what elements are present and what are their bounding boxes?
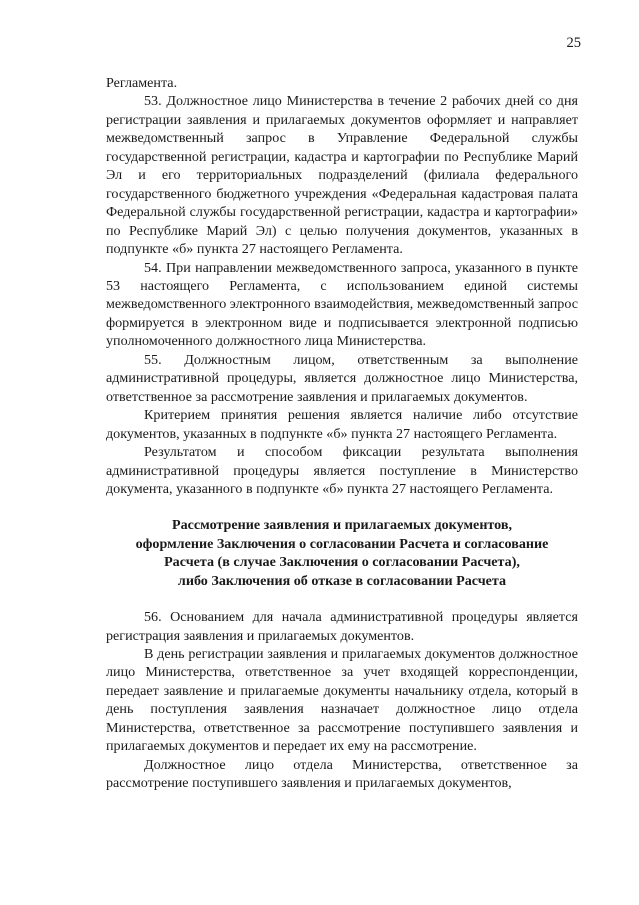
paragraph-54: 54. При направлении межведомственного запроса, указанного в пункте 53 настоящего Регламента, с использованием единой системы межведомственного электронного взаимодействия, межведомственный запрос формируется в электронном виде и подписывается электронной подписью уполномоченного должностного лица Министерства. (106, 259, 578, 350)
paragraph-continuation: Регламента. (106, 75, 178, 91)
page-number: 25 (566, 35, 581, 51)
section-heading-line: либо Заключения об отказе в согласовании Расчета (177, 572, 507, 589)
section-heading-line: оформление Заключения о согласовании Расчета и согласование (135, 535, 549, 552)
paragraph-registration-day: В день регистрации заявления и прилагаемых документов должностное лицо Министерства, ответственное за учет входящей корреспонденции, передает заявление и прилагаемые документы начальнику отдела, который в день поступления заявления назначает должностное лицо отдела Министерства, ответственное за рассмотрение поступившего заявления и прилагаемых документов и передает их ему на рассмотрение. (106, 645, 578, 755)
document-body (106, 74, 578, 793)
paragraph-53: 53. Должностное лицо Министерства в течение 2 рабочих дней со дня регистрации заявления и прилагаемых документов оформляет и направляет межведомственный запрос в Управление Федеральной службы государственной регистрации, кадастра и картографии по Республике Марий Эл и его территориальных подразделений (филиала федерального государственного бюджетного учреждения «Федеральная кадастровая палата Федеральной службы государственной регистрации, кадастра и картографии» по Республике Марий Эл) с целью получения документов, указанных в подпункте «б» пункта 27 настоящего Регламента. (106, 93, 578, 258)
paragraph-result: Результатом и способом фиксации результата выполнения административной процедуры является поступление в Министерство документа, указанного в подпункте «б» пункта 27 настоящего Регламента. (106, 444, 578, 497)
paragraph-criterion: Критерием принятия решения является наличие либо отсутствие документов, указанных в подпункте «б» пункта 27 настоящего Регламента. (106, 407, 578, 442)
paragraph-56: 56. Основанием для начала административной процедуры является регистрация заявления и прилагаемых документов. (106, 609, 578, 644)
section-heading-line: Расчета (в случае Заключения о согласовании Расчета), (164, 554, 520, 571)
section-heading (106, 516, 578, 590)
paragraph-official: Должностное лицо отдела Министерства, ответственное за рассмотрение поступившего заявления и прилагаемых документов, (106, 756, 578, 792)
paragraph-55: 55. Должностным лицом, ответственным за выполнение административной процедуры, является должностное лицо Министерства, ответственное за рассмотрение заявления и прилагаемых документов. (106, 351, 578, 405)
section-heading-line: Рассмотрение заявления и прилагаемых документов, (171, 517, 513, 534)
